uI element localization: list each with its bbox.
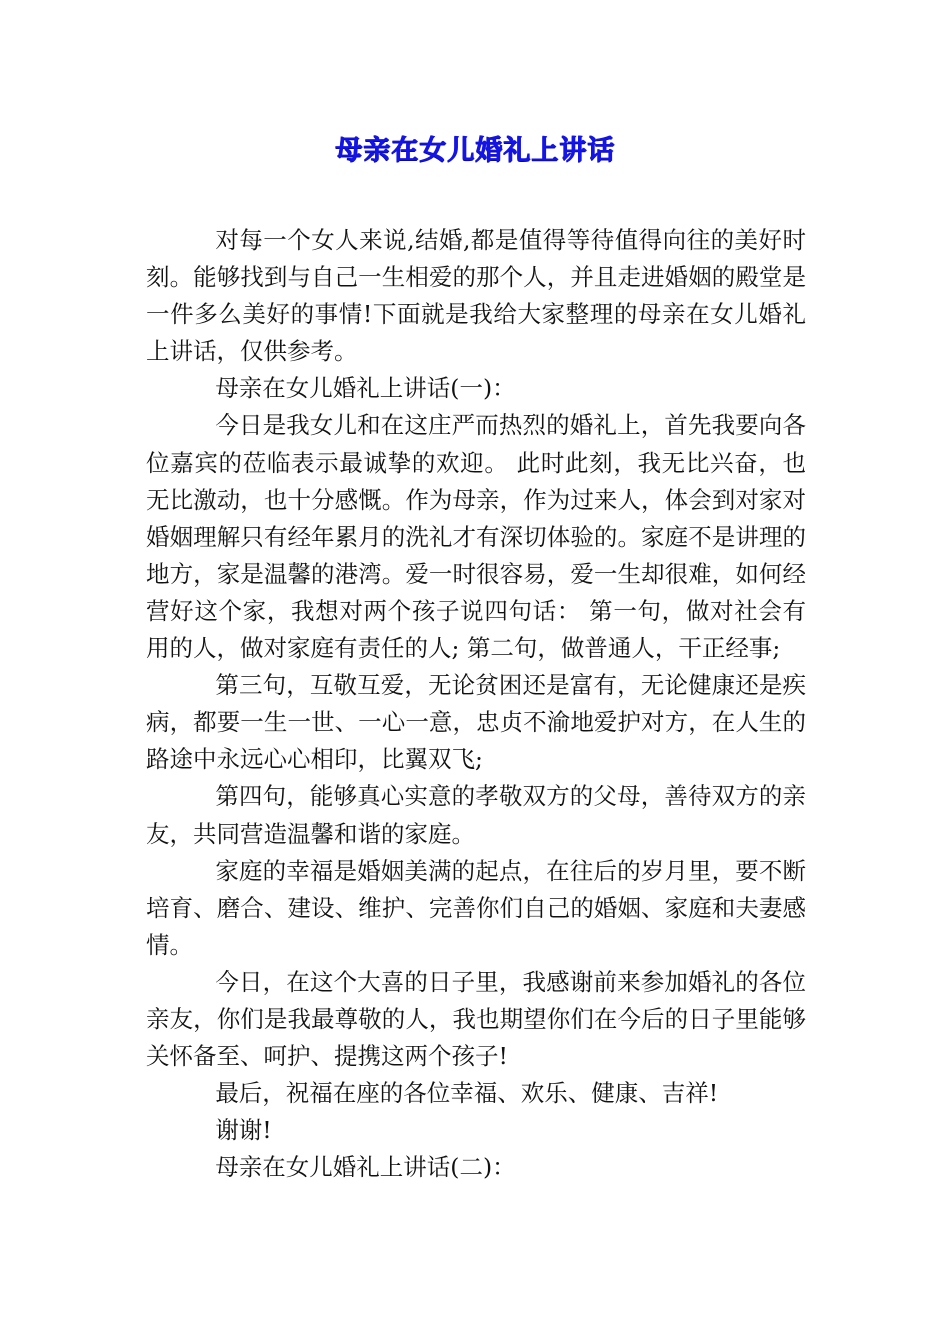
paragraph-family-happiness: 家庭的幸福是婚姻美满的起点，在往后的岁月里，要不断培育、磨合、建设、维护、完善你们自己的婚姻、家庭和夫妻感情。 [146, 856, 806, 959]
paragraph-third-sentence: 第三句，互敬互爱，无论贫困还是富有，无论健康还是疾病，都要一生一世、一心一意，忠贞不渝地爱护对方，在人生的路途中永远心心相印，比翼双飞; [146, 671, 806, 774]
paragraph-fourth-sentence: 第四句，能够真心实意的孝敬双方的父母，善待双方的亲友，共同营造温馨和谐的家庭。 [146, 782, 806, 848]
paragraph-blessing: 最后，祝福在座的各位幸福、欢乐、健康、吉祥! [215, 1079, 719, 1108]
paragraph-thank-you: 谢谢! [215, 1116, 272, 1145]
section-heading-two: 母亲在女儿婚礼上讲话(二)： [215, 1153, 516, 1182]
section-heading-one: 母亲在女儿婚礼上讲话(一)： [215, 374, 516, 403]
paragraph-intro: 对每一个女人来说,结婚,都是值得等待值得向往的美好时刻。能够找到与自己一生相爱的那个人，并且走进婚姻的殿堂是一件多么美好的事情!下面就是我给大家整理的母亲在女儿婚礼上讲话，仅供参考。 [146, 226, 806, 366]
paragraph-thanks-guests: 今日，在这个大喜的日子里，我感谢前来参加婚礼的各位亲友，你们是我最尊敬的人，我也期望你们在今后的日子里能够关怀备至、呵护、提携这两个孩子! [146, 967, 806, 1071]
paragraph-welcome: 今日是我女儿和在这庄严而热烈的婚礼上，首先我要向各位嘉宾的莅临表示最诚挚的欢迎。 此时此刻，我无比兴奋，也无比激动，也十分感慨。作为母亲，作为过来人，体会到对家对婚姻理解只有经年累月的洗礼才有深切体验的。家庭不是讲理的地方，家是温馨的港湾。爱一时很容易，爱一生却很难，如何经营好这个家，我想对两个孩子说四句话： 第一句，做对社会有用的人，做对家庭有责任的人; 第二句，做普通人，干正经事; [146, 411, 806, 663]
document-body [146, 222, 806, 1186]
document-title: 母亲在女儿婚礼上讲话 [335, 135, 615, 166]
